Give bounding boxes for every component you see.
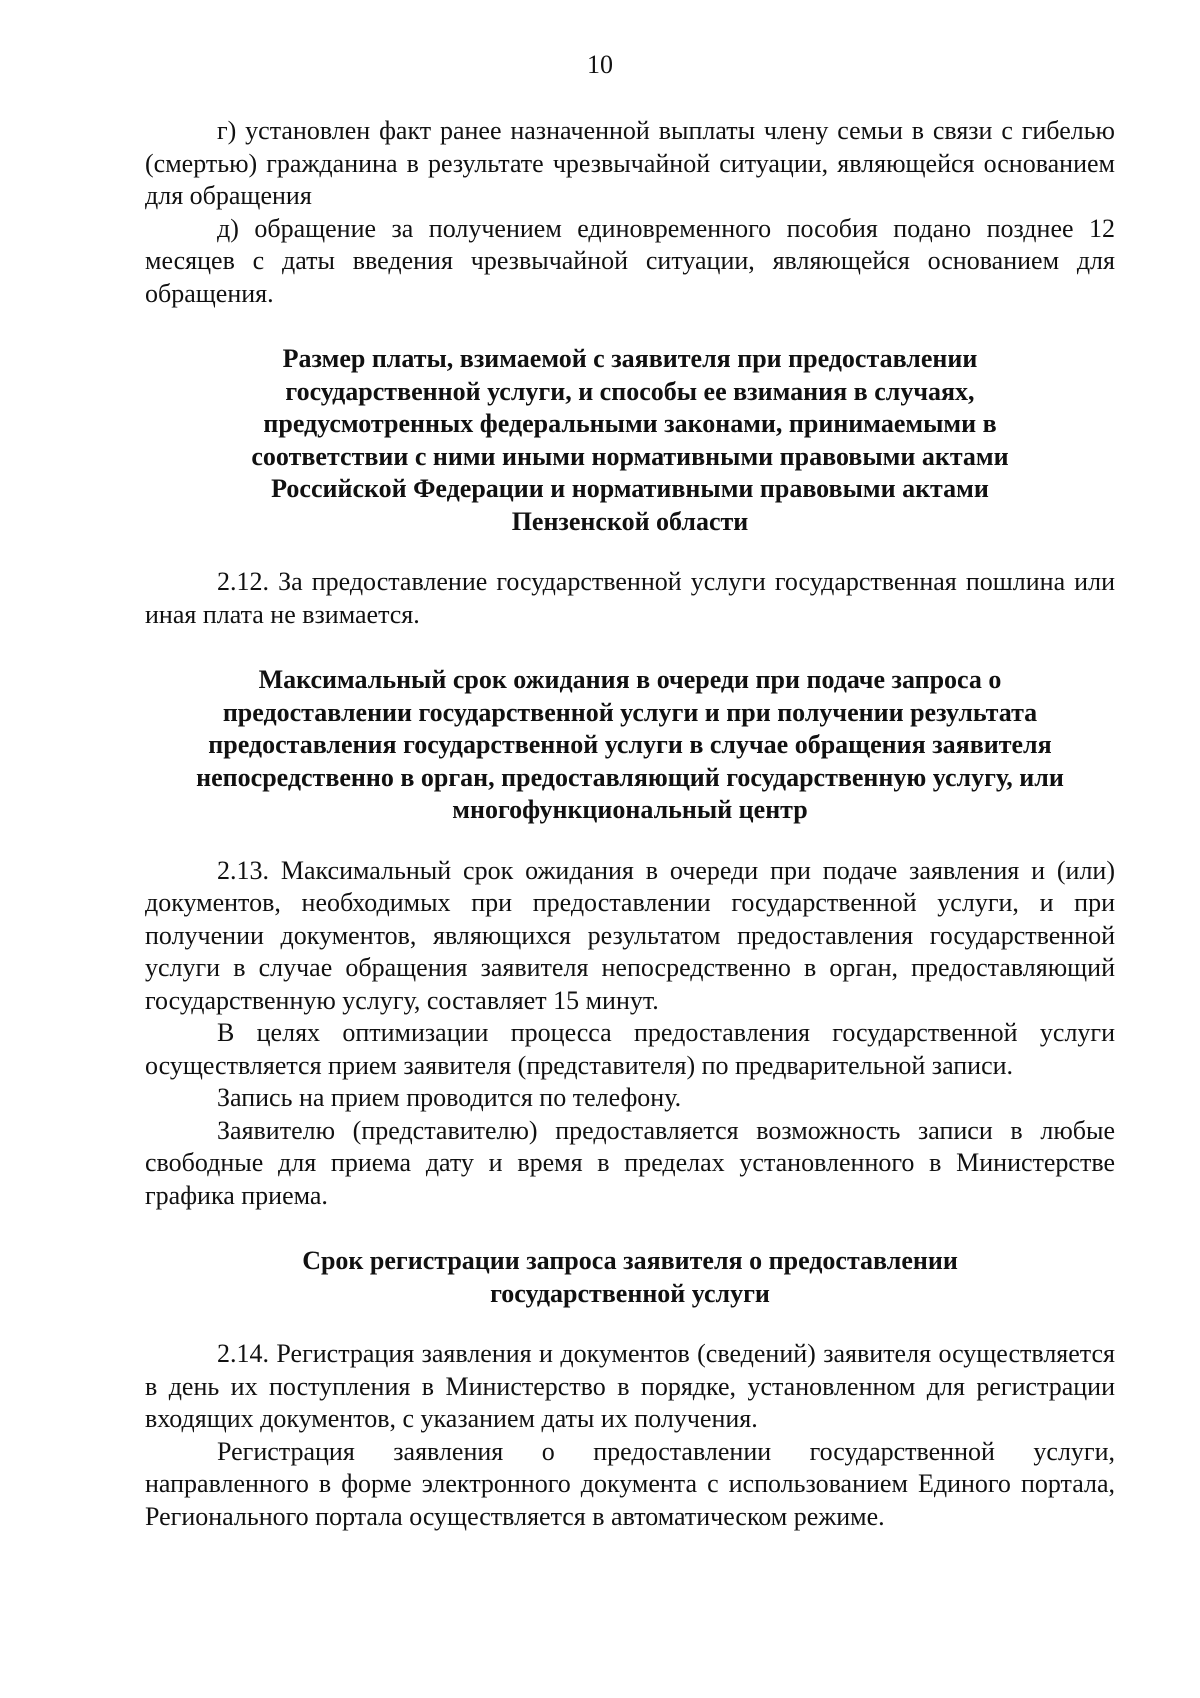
heading-line: Пензенской области: [511, 506, 749, 536]
heading-line: соответствии с ними иными нормативными правовыми актами: [251, 441, 1009, 471]
paragraph-2-13: 2.13. Максимальный срок ожидания в очереди при подаче заявления и (или) документов, необходимых при предоставлении государственной услуги, и при получении документов, являющихся результатом предоставления государственной услуги в случае обращения заявителя непосредственно в орган, предоставляющий государственную услугу, составляет 15 минут.: [145, 855, 1115, 1015]
paragraph-phone-booking: Запись на прием проводится по телефону.: [217, 1083, 682, 1112]
heading-line: предусмотренных федеральными законами, принимаемыми в: [263, 409, 997, 438]
paragraph-free-slots: Заявителю (представителю) предоставляется возможность записи в любые свободные для приема дату и время в пределах установленного в Министерстве графика приема.: [145, 1115, 1115, 1210]
paragraph-item-g: г) установлен факт ранее назначенной выплаты члену семьи в связи с гибелью (смертью) гражданина в результате чрезвычайной ситуации, являющейся основанием для обращения: [145, 116, 1115, 210]
section-heading-fee: [145, 343, 1115, 538]
heading-line: непосредственно в орган, предоставляющий государственную услугу, или: [196, 762, 1064, 792]
paragraph-electronic-registration: Регистрация заявления о предоставлении государственной услуги, направленного в форме электронного документа с использованием Единого портала, Регионального портала осуществляется в автоматическом режиме.: [145, 1436, 1115, 1531]
section-heading-queue: [145, 664, 1115, 827]
paragraph-appointment-optimization: В целях оптимизации процесса предоставления государственной услуги осуществляется прием заявителя (представителя) по предварительной записи.: [145, 1018, 1115, 1080]
heading-line: предоставлении государственной услуги и при получении результата: [222, 697, 1038, 727]
paragraph-2-12: 2.12. За предоставление государственной услуги государственная пошлина или иная плата не взимается.: [145, 567, 1115, 629]
heading-line: Срок регистрации запроса заявителя о предоставлении: [302, 1246, 958, 1275]
heading-line: государственной услуги: [490, 1278, 770, 1308]
heading-line: Размер платы, взимаемой с заявителя при предоставлении: [282, 344, 978, 373]
document-body: [145, 115, 1115, 1533]
paragraph-2-14: 2.14. Регистрация заявления и документов (сведений) заявителя осуществляется в день их поступления в Министерство в порядке, установленном для регистрации входящих документов, с указанием даты их получения.: [145, 1339, 1115, 1433]
heading-line: государственной услуги, и способы ее взимания в случаях,: [285, 376, 975, 406]
paragraph-item-d: д) обращение за получением единовременного пособия подано позднее 12 месяцев с даты введения чрезвычайной ситуации, являющейся основанием для обращения.: [145, 213, 1115, 308]
heading-line: Российской Федерации и нормативными правовыми актами: [271, 474, 989, 503]
heading-line: предоставления государственной услуги в случае обращения заявителя: [208, 730, 1052, 759]
section-heading-registration: [145, 1245, 1115, 1310]
heading-line: многофункциональный центр: [452, 795, 808, 824]
heading-line: Максимальный срок ожидания в очереди при подаче запроса о: [258, 665, 1002, 694]
page-number: 10: [587, 50, 613, 79]
